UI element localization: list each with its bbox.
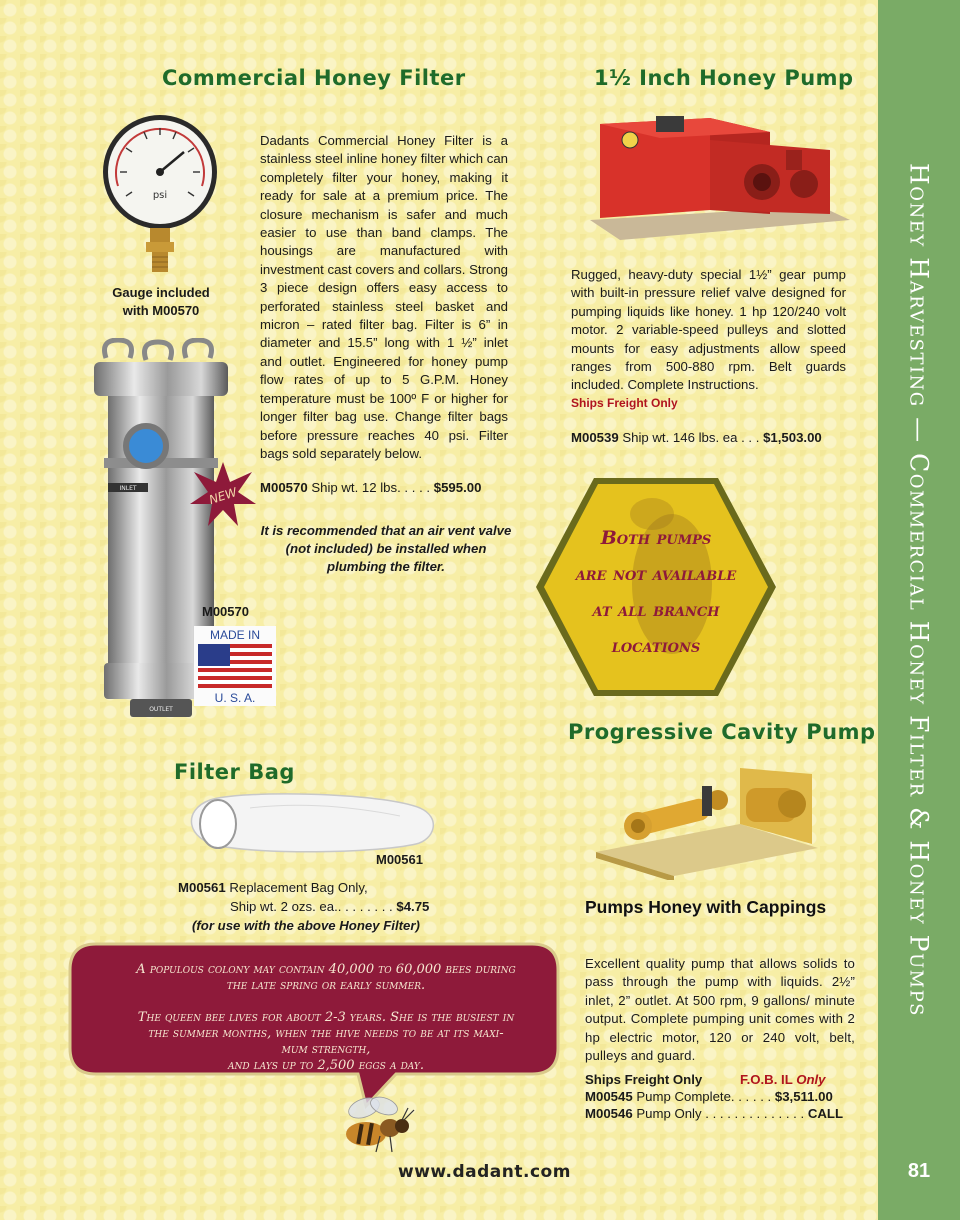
cavity-pump-ships-note: Ships Freight Only (585, 1072, 703, 1087)
housing-inlet-label: INLET (119, 485, 137, 492)
cavity-pump-order2-line (585, 1106, 843, 1121)
cavity-pump-order2-text: Pump Only . . . . . . . . . . . . . . (636, 1106, 805, 1121)
bee-fact-line6: and lays up to 2,500 eggs a day. (227, 1058, 424, 1073)
usa-badge-line1: MADE IN (209, 628, 261, 642)
gear-pump-image (590, 110, 850, 245)
gear-pump-ships-text: Ships Freight Only (571, 396, 678, 410)
gear-pump-order-code: M00539 (571, 430, 619, 445)
filter-order-line (260, 480, 481, 495)
filter-image-label: M00570 (202, 604, 249, 619)
filter-bag-image-label: M00561 (376, 852, 423, 867)
cavity-pump-order1-line (585, 1089, 833, 1104)
gauge-unit-text: psi (152, 190, 168, 201)
filter-order-code: M00570 (260, 480, 308, 495)
bee-fact-line4: the summer months, when the hive needs to be at its maxi- (148, 1026, 504, 1041)
filter-bag-note: (for use with the above Honey Filter) (192, 918, 420, 933)
filter-order-ship: Ship wt. 12 lbs. . . . . (311, 480, 431, 495)
filter-bag-image (180, 788, 440, 858)
cavity-pump-order2-price: CALL (807, 1106, 844, 1121)
made-in-usa-badge (194, 626, 276, 706)
bee-fact-line3: The queen bee lives for about 2-3 years. She is the busiest in (137, 1010, 515, 1025)
gear-pump-order-line (571, 430, 822, 445)
gear-pump-heading: 1½ Inch Honey Pump (594, 66, 854, 90)
filter-bag-order-line1 (178, 880, 368, 895)
gear-pump-order-price: $1,503.00 (763, 430, 822, 445)
filter-bag-order-price: $4.75 (396, 899, 430, 914)
filter-bag-heading: Filter Bag (174, 760, 295, 784)
cavity-pump-fob-only: Only (796, 1072, 826, 1087)
filter-bag-order-desc: Replacement Bag Only, (229, 880, 368, 895)
cavity-pump-order1-code: M00545 (585, 1089, 633, 1104)
filter-air-vent-note: It is recommended that an air vent valve (not included) be installed when plumbing the filter. (260, 523, 512, 574)
gauge-caption-line2: with M00570 (122, 303, 200, 318)
usa-badge-line2: U. S. A. (214, 691, 256, 705)
filter-bag-order-ship: Ship wt. 2 ozs. ea.. . . . . . . . (230, 899, 393, 914)
sidebar (878, 0, 960, 1220)
sidebar-title: Honey Harvesting — Commercial Honey Filter & Honey Pumps (904, 162, 934, 1018)
filter-heading: Commercial Honey Filter (162, 66, 466, 90)
new-badge-icon (188, 460, 258, 530)
filter-description: Dadants Commercial Honey Filter is a stainless steel inline honey filter which can completely filter your honey, making it ready for sale at a premium price. The closure mechanism is safer and much easier to use than band clamps. The housings are manufactured with investment cast covers and collars. Strong 3 piece design offers easy access to perforated stainless steel basket and micron – rated filter bag. Filter is 6” in diameter and 15.5” long with 1 ½” inlet and outlet. Engineered for honey pump flow rates of up to 5 G.P.M. Honey temperature must be 100º F or higher for longer filter bag use. Change filter bags before pressure reaches 40 psi. Filter bags sold separately below. (260, 133, 508, 461)
filter-order-price: $595.00 (433, 480, 482, 495)
cavity-pump-order1-text: Pump Complete. . . . . . (636, 1089, 772, 1104)
filter-bag-order-line2 (230, 899, 429, 914)
hex-sign-line2: are not available (575, 563, 737, 585)
cavity-pump-description: Excellent quality pump that allows solids to pass through the pump with liquids. 2½” inlet, 2” outlet. At 500 rpm, 9 gallons/ minute output. Complete pumping unit comes with 2 hp electric motor, 120 or 240 volt, belt, pulleys and guard. (585, 956, 855, 1064)
bee-facts-text (96, 962, 556, 1074)
gear-pump-ships-note (571, 396, 678, 410)
gauge-caption-line1: Gauge included (112, 285, 210, 300)
pressure-gauge-image (100, 112, 220, 282)
page-number: 81 (907, 1160, 931, 1182)
gear-pump-order-ship: Ship wt. 146 lbs. ea . . . (622, 430, 760, 445)
gear-pump-description: Rugged, heavy-duty special 1½” gear pump with built-in pressure relief valve designed for pumping liquids like honey. 1 hp 120/240 volt motor. 2 variable-speed pulleys and slotted mounts for easy adjustments allow speed ranges from 500-880 rpm. Belt guards included. Complete Instructions. (571, 267, 846, 393)
housing-outlet-label: OUTLET (149, 706, 173, 713)
hex-sign-line1: Both pumps (600, 527, 712, 549)
gauge-caption (96, 284, 226, 320)
bee-fact-line1: A populous colony may contain 40,000 to 60,000 bees during (136, 962, 516, 977)
bee-fact-line5: mum strength, (281, 1042, 371, 1057)
availability-hexagon-sign (532, 474, 780, 700)
bee-fact-line2: the late spring or early summer. (226, 978, 426, 993)
cavity-pump-image (590, 760, 820, 880)
cavity-pump-order2-code: M00546 (585, 1106, 633, 1121)
hex-sign-line4: locations (611, 635, 701, 657)
footer-website[interactable]: www.dadant.com (398, 1162, 571, 1182)
new-badge-text: NEW (207, 484, 239, 508)
cavity-pump-subheading: Pumps Honey with Cappings (585, 897, 827, 917)
cavity-pump-heading: Progressive Cavity Pump (568, 720, 876, 744)
cavity-pump-fob-line (740, 1072, 826, 1087)
filter-bag-order-code: M00561 (178, 880, 226, 895)
cavity-pump-fob-note: F.O.B. IL (740, 1072, 793, 1087)
cavity-pump-order1-price: $3,511.00 (774, 1089, 833, 1104)
bee-icon (336, 1094, 420, 1160)
hex-sign-line3: at all branch (592, 599, 720, 621)
